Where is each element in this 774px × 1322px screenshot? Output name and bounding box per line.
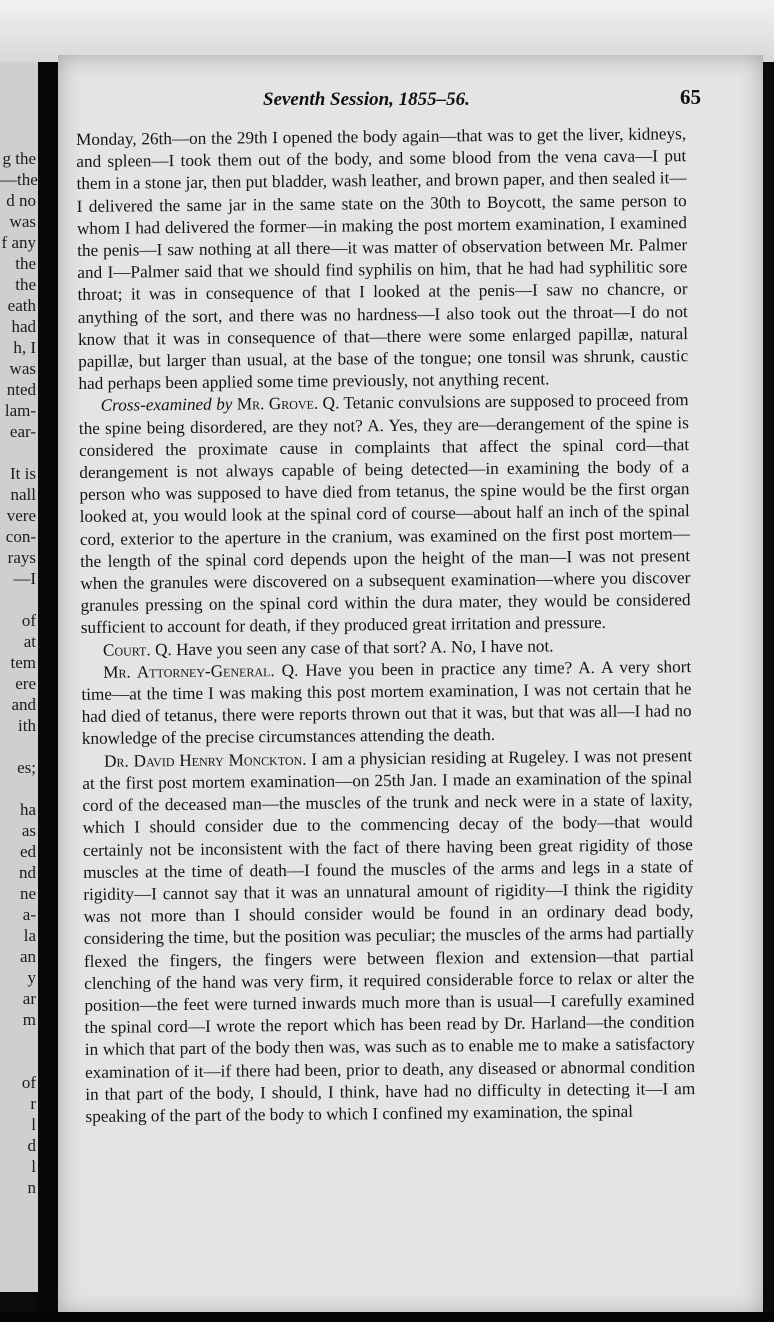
speaker-name: Court. xyxy=(102,639,151,660)
paragraph-text: Monday, 26th—on the 29th I opened the body again—that was to get the liver, kidneys, and spleen—I took them out of the body, and some blood from the vena cava—I put them in a stone jar, then put bladder, wash leather, and brown paper, and then sealed it—I delivered the same jar in the same state on the 30th to Boycott, the same person to whom I had delivered the former—in making the post mortem examination, I examined the penis—I saw nothing at all there—it was matter of observation between Mr. Palmer and I—Palmer said that we should find syphilis on him, that he had had syphilitic sore throat; it was in consequence of that I looked at the penis—I saw no chancre, or anything of the sort, and there was no hardness—I also took out the throat—I do not know that it was in consequence of that—there were some enlarged papillæ, natural papillæ, but larger than usual, at the base of the tongue; one tonsil was shrunk, caustic had perhaps been applied some time previously, not anything recent. xyxy=(76,124,689,394)
speaker-name: Mr. Attorney-General. xyxy=(103,660,275,682)
facing-page-edge xyxy=(0,62,38,1292)
paragraph xyxy=(76,123,689,395)
page-body xyxy=(76,123,696,1128)
paragraph xyxy=(79,390,691,640)
book-page xyxy=(58,55,763,1315)
paragraph-text: Q. Have you been in practice any time? A. A very short time—at the time I was making this post mortem examination, I was not certain that he had died of tetanus, there were reports thrown out that it was, but that was all—I had no knowledge of the precise circumstances attending the death. xyxy=(81,656,692,749)
page-number: 65 xyxy=(680,85,701,109)
book-gutter xyxy=(38,62,58,1322)
scan-background-top xyxy=(0,0,774,62)
paragraph-text: Q. Have you seen any case of that sort? A. No, I have not. xyxy=(154,636,554,659)
facing-page-text-fragments: g the —the d no was f any the the eath had h, I was nted lam- ear- It is nall vere con- rays —I of at tem ere and ith es; ha as ed nd ne a- la an y ar m of r l d l n xyxy=(0,149,38,1197)
speaker-name: Mr. Grove. xyxy=(236,394,319,414)
paragraph-text: Q. Tetanic convulsions are supposed to proceed from the spine being disordered, are they not? A. Yes, they are—derangement of the spine is considered the proximate cause in complaints that affect the spinal cord—that derangement is not always capable of being detected—in examining the body of a person who was supposed to have died from tetanus, the spine would be the first organ looked at, you would look at the spinal cord of course—about half an inch of the spinal cord, exterior to the aperture in the cranium, was examined on the first post mortem—the length of the spinal cord depends upon the height of the man—I was not present when the granules were discovered on a subsequent examination—where you discover granules pressing on the spinal cord within the dura mater, they would be considered sufficient to account for death, if they produced great irritation and pressure. xyxy=(78,390,691,638)
running-head: Seventh Session, 1855–56. xyxy=(263,89,470,110)
paragraph xyxy=(81,656,692,751)
scan-background-bottom xyxy=(0,1312,774,1322)
paragraph-lead: Cross-examined by xyxy=(100,394,233,416)
page-header xyxy=(58,85,763,115)
speaker-name: Dr. David Henry Monckton. xyxy=(103,749,307,771)
paragraph-text: I am a physician residing at Rugeley. I was not present at the first post mortem examination—on 25th Jan. I made an examination of the spinal cord of the deceased man—the muscles of the trunk and neck were in a state of laxity, which I should consider due to the commencing decay of the body—that would certainly not be inconsistent with the fact of there having been great rigidity of those muscles at the time of death—I found the muscles of the arms and legs in a state of rigidity—I cannot say that it was an unnatural amount of rigidity—I think the rigidity was not more than I should consider would be found in an ordinary dead body, considering the time, but the position was peculiar; the muscles of the arms had partially flexed the fingers, the fingers were between flexion and extension—that partial clenching of the hand was very firm, it required considerable force to relax or alter the position—the feet were turned inwards much more than is usual—I carefully examined the spinal cord—I wrote the report which has been read by Dr. Harland—the condition in which that part of the body then was, was such as to enable me to make a satisfactory examination of it—if there had been, prior to death, any diseased or abnormal condition in that part of the body, I should, I think, have had no difficulty in detecting it—I am speaking of the part of the body to which I confined my examination, the spinal xyxy=(82,745,696,1126)
paragraph xyxy=(82,745,696,1128)
